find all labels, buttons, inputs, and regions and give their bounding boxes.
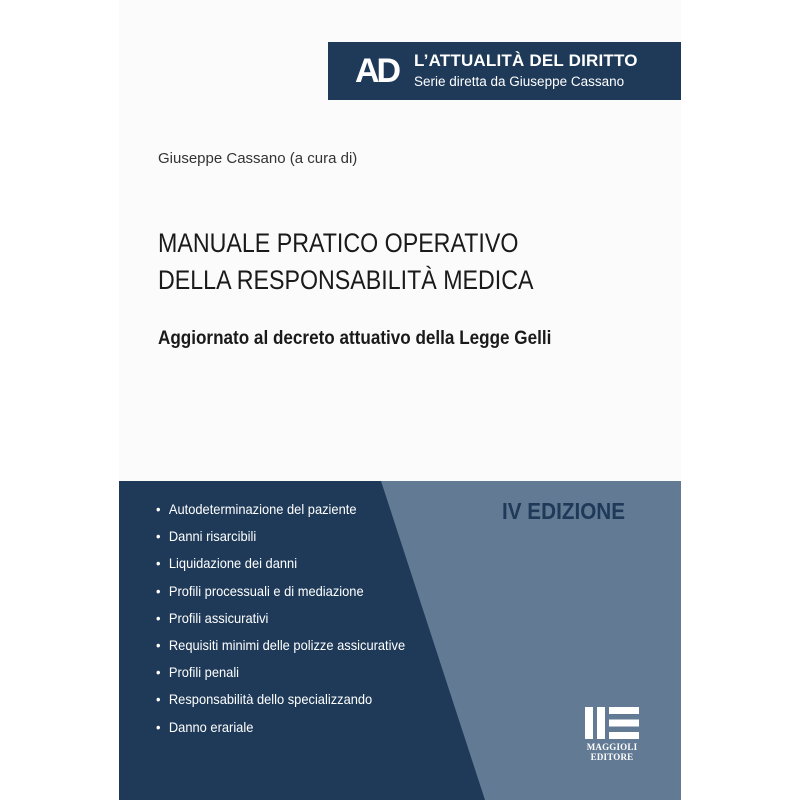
- topic-item: • Profili assicurativi: [156, 605, 405, 632]
- topic-item: • Danni risarcibili: [156, 523, 405, 550]
- topic-item: • Responsabilità dello specializzando: [156, 686, 405, 713]
- publisher-mark-icon: [582, 705, 642, 741]
- book-subtitle: Aggiornato al decreto attuativo della Legge Gelli: [158, 328, 552, 349]
- topic-item: • Danno erariale: [156, 714, 405, 741]
- bullet-icon: •: [156, 718, 161, 735]
- book-title-line-2: DELLA RESPONSABILITÀ MEDICA: [158, 265, 534, 295]
- bullet-icon: •: [156, 609, 161, 626]
- bullet-icon: •: [156, 582, 161, 599]
- author-credit: Giuseppe Cassano (a cura di): [158, 150, 358, 167]
- bullet-icon: •: [156, 664, 161, 681]
- edition-label: IV EDIZIONE: [502, 498, 626, 524]
- topic-item: • Requisiti minimi delle polizze assicurative: [156, 632, 405, 659]
- book-cover: [119, 0, 681, 800]
- topics-list: [156, 496, 427, 741]
- bullet-icon: •: [156, 636, 161, 653]
- bullet-icon: •: [156, 691, 161, 708]
- topics-band: [119, 481, 681, 800]
- topic-item: • Profili processuali e di mediazione: [156, 578, 405, 605]
- series-title: L’ATTUALITÀ DEL DIRITTO: [414, 51, 638, 70]
- publisher-name-line-1: MAGGIOLI: [586, 742, 638, 752]
- topic-item: • Profili penali: [156, 659, 405, 686]
- series-subtitle: Serie diretta da Giuseppe Cassano: [414, 74, 625, 89]
- series-banner: [328, 42, 681, 100]
- book-title-line-1: MANUALE PRATICO OPERATIVO: [158, 228, 519, 258]
- bullet-icon: •: [156, 528, 161, 545]
- topic-item: • Autodeterminazione del paziente: [156, 496, 405, 523]
- publisher-name-line-2: EDITORE: [590, 752, 634, 762]
- publisher-logo: [582, 705, 642, 761]
- bullet-icon: •: [156, 555, 161, 572]
- series-logo: AD: [355, 52, 399, 90]
- book-title: [158, 225, 534, 299]
- topic-item: • Liquidazione dei danni: [156, 550, 405, 577]
- bullet-icon: •: [156, 501, 161, 517]
